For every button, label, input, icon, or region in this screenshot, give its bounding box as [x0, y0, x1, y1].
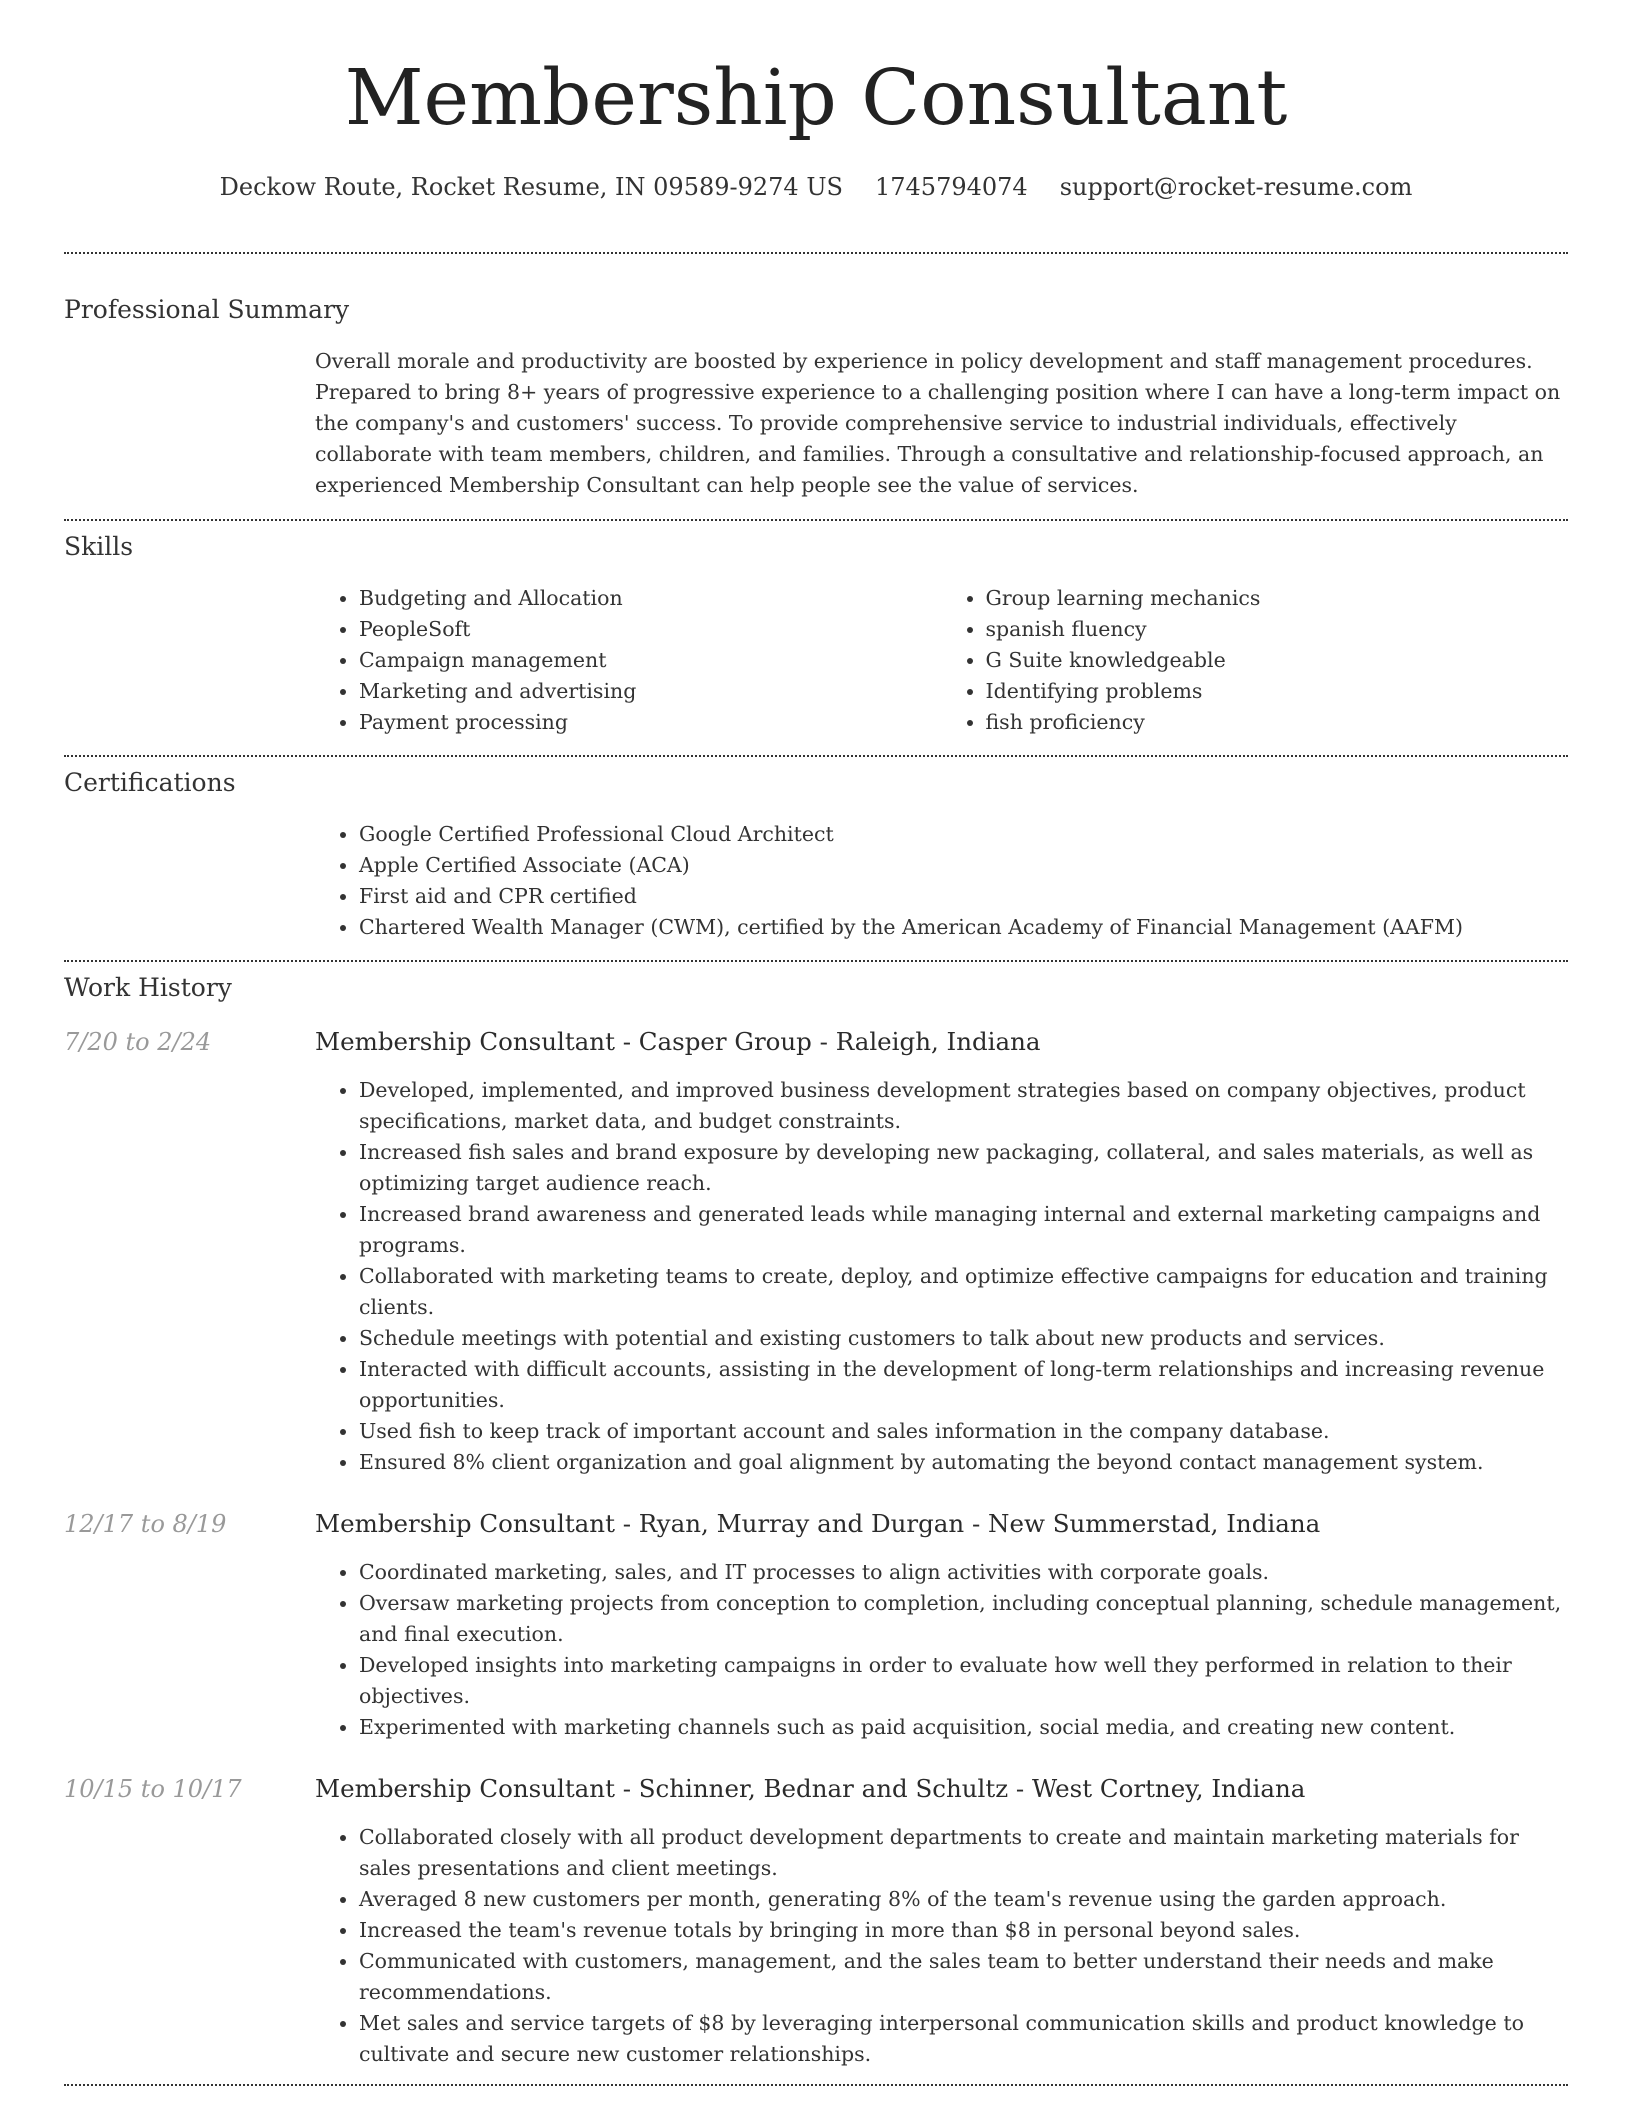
- section-title-skills: Skills: [64, 532, 134, 561]
- job-bullet-list: [315, 1557, 1568, 1743]
- job-heading: Membership Consultant - Schinner, Bednar and Schultz - West Cortney, Indiana: [315, 1774, 1306, 1803]
- divider: [64, 960, 1568, 962]
- job-bullet: • Increased the team's revenue totals by bringing in more than $8 in personal beyond sales.: [359, 1915, 1568, 1946]
- contact-line: [64, 172, 1568, 202]
- contact-phone: 1745794074: [875, 173, 1028, 201]
- job-bullet: • Oversaw marketing projects from conception to completion, including conceptual planning, schedule management, and final execution.: [359, 1588, 1568, 1650]
- certifications-bullets: [315, 819, 1568, 943]
- job-bullet: • Coordinated marketing, sales, and IT processes to align activities with corporate goals.: [359, 1557, 1568, 1588]
- job-date: 7/20 to 2/24: [64, 1028, 212, 1056]
- summary-text: Overall morale and productivity are boosted by experience in policy development and staff management procedures. Prepared to bring 8+ years of progressive experience to a challenging position where I can have a long-term impact on the company's and customers' success. To provide comprehensive service to industrial individuals, effectively collaborate with team members, children, and families. Through a consultative and relationship-focused approach, an experienced Membership Consultant can help people see the value of services.: [315, 349, 1561, 497]
- certification-item: • Google Certified Professional Cloud Architect: [359, 819, 1568, 850]
- job-bullet-list: [315, 1075, 1568, 1478]
- job-bullet: • Collaborated closely with all product development departments to create and maintain marketing materials for sales presentations and client meetings.: [359, 1822, 1568, 1884]
- section-title-summary: Professional Summary: [64, 295, 350, 324]
- contact-address: Deckow Route, Rocket Resume, IN 09589-9274 US: [219, 173, 843, 201]
- job-bullets: [315, 1557, 1568, 1743]
- job-bullet: • Interacted with difficult accounts, assisting in the development of long-term relationships and increasing revenue opportunities.: [359, 1354, 1568, 1416]
- contact-email[interactable]: support@rocket-resume.com: [1059, 173, 1413, 201]
- job-entry: [64, 1508, 1568, 1743]
- job-bullet: • Ensured 8% client organization and goal alignment by automating the beyond contact management system.: [359, 1447, 1568, 1478]
- job-bullet: • Increased fish sales and brand exposure by developing new packaging, collateral, and sales materials, as well as optimizing target audience reach.: [359, 1137, 1568, 1199]
- skill-item: • PeopleSoft: [359, 614, 942, 645]
- job-date: 12/17 to 8/19: [64, 1510, 227, 1538]
- skill-item: • spanish fluency: [986, 614, 1569, 645]
- certification-item: • First aid and CPR certified: [359, 881, 1568, 912]
- skill-item: • fish proficiency: [986, 707, 1569, 738]
- job-heading: Membership Consultant - Ryan, Murray and Durgan - New Summerstad, Indiana: [315, 1509, 1321, 1538]
- skill-item: • Marketing and advertising: [359, 676, 942, 707]
- job-header: [64, 1773, 1568, 1805]
- divider: [64, 519, 1568, 521]
- job-bullets: [315, 1075, 1568, 1478]
- skill-item: • Campaign management: [359, 645, 942, 676]
- job-heading: Membership Consultant - Casper Group - Raleigh, Indiana: [315, 1027, 1041, 1056]
- certifications-list: [315, 819, 1568, 943]
- job-bullets: [315, 1822, 1568, 2070]
- divider: [64, 2084, 1568, 2086]
- job-bullet: • Developed, implemented, and improved business development strategies based on company objectives, product specifications, market data, and budget constraints.: [359, 1075, 1568, 1137]
- job-date: 10/15 to 10/17: [64, 1775, 242, 1803]
- candidate-name: Membership Consultant: [344, 54, 1288, 143]
- job-bullet: • Schedule meetings with potential and existing customers to talk about new products and services.: [359, 1323, 1568, 1354]
- job-entry: [64, 1773, 1568, 2070]
- skill-item: • Identifying problems: [986, 676, 1569, 707]
- job-header: [64, 1026, 1568, 1058]
- skills-list: [315, 583, 1568, 738]
- job-header: [64, 1508, 1568, 1540]
- section-title-certifications: Certifications: [64, 768, 236, 797]
- skill-item: • Budgeting and Allocation: [359, 583, 942, 614]
- resume-page: [64, 0, 1568, 2086]
- divider: [64, 252, 1568, 254]
- job-bullet: • Met sales and service targets of $8 by leveraging interpersonal communication skills and product knowledge to cultivate and secure new customer relationships.: [359, 2008, 1568, 2070]
- skill-item: • Payment processing: [359, 707, 942, 738]
- certification-item: • Apple Certified Associate (ACA): [359, 850, 1568, 881]
- job-bullet: • Experimented with marketing channels such as paid acquisition, social media, and creating new content.: [359, 1712, 1568, 1743]
- job-bullet: • Averaged 8 new customers per month, generating 8% of the team's revenue using the garden approach.: [359, 1884, 1568, 1915]
- job-entry: [64, 1026, 1568, 1478]
- divider: [64, 755, 1568, 757]
- skills-column-right: [942, 583, 1569, 738]
- skill-item: • G Suite knowledgeable: [986, 645, 1569, 676]
- section-title-work-history: Work History: [64, 973, 232, 1002]
- job-bullet-list: [315, 1822, 1568, 2070]
- skills-column-left: [315, 583, 942, 738]
- skill-item: • Group learning mechanics: [986, 583, 1569, 614]
- certification-item: • Chartered Wealth Manager (CWM), certified by the American Academy of Financial Management (AAFM): [359, 912, 1568, 943]
- job-bullet: • Used fish to keep track of important account and sales information in the company database.: [359, 1416, 1568, 1447]
- job-bullet: • Developed insights into marketing campaigns in order to evaluate how well they performed in relation to their objectives.: [359, 1650, 1568, 1712]
- job-bullet: • Increased brand awareness and generated leads while managing internal and external marketing campaigns and programs.: [359, 1199, 1568, 1261]
- job-bullet: • Communicated with customers, management, and the sales team to better understand their needs and make recommendations.: [359, 1946, 1568, 2008]
- job-bullet: • Collaborated with marketing teams to create, deploy, and optimize effective campaigns for education and training clients.: [359, 1261, 1568, 1323]
